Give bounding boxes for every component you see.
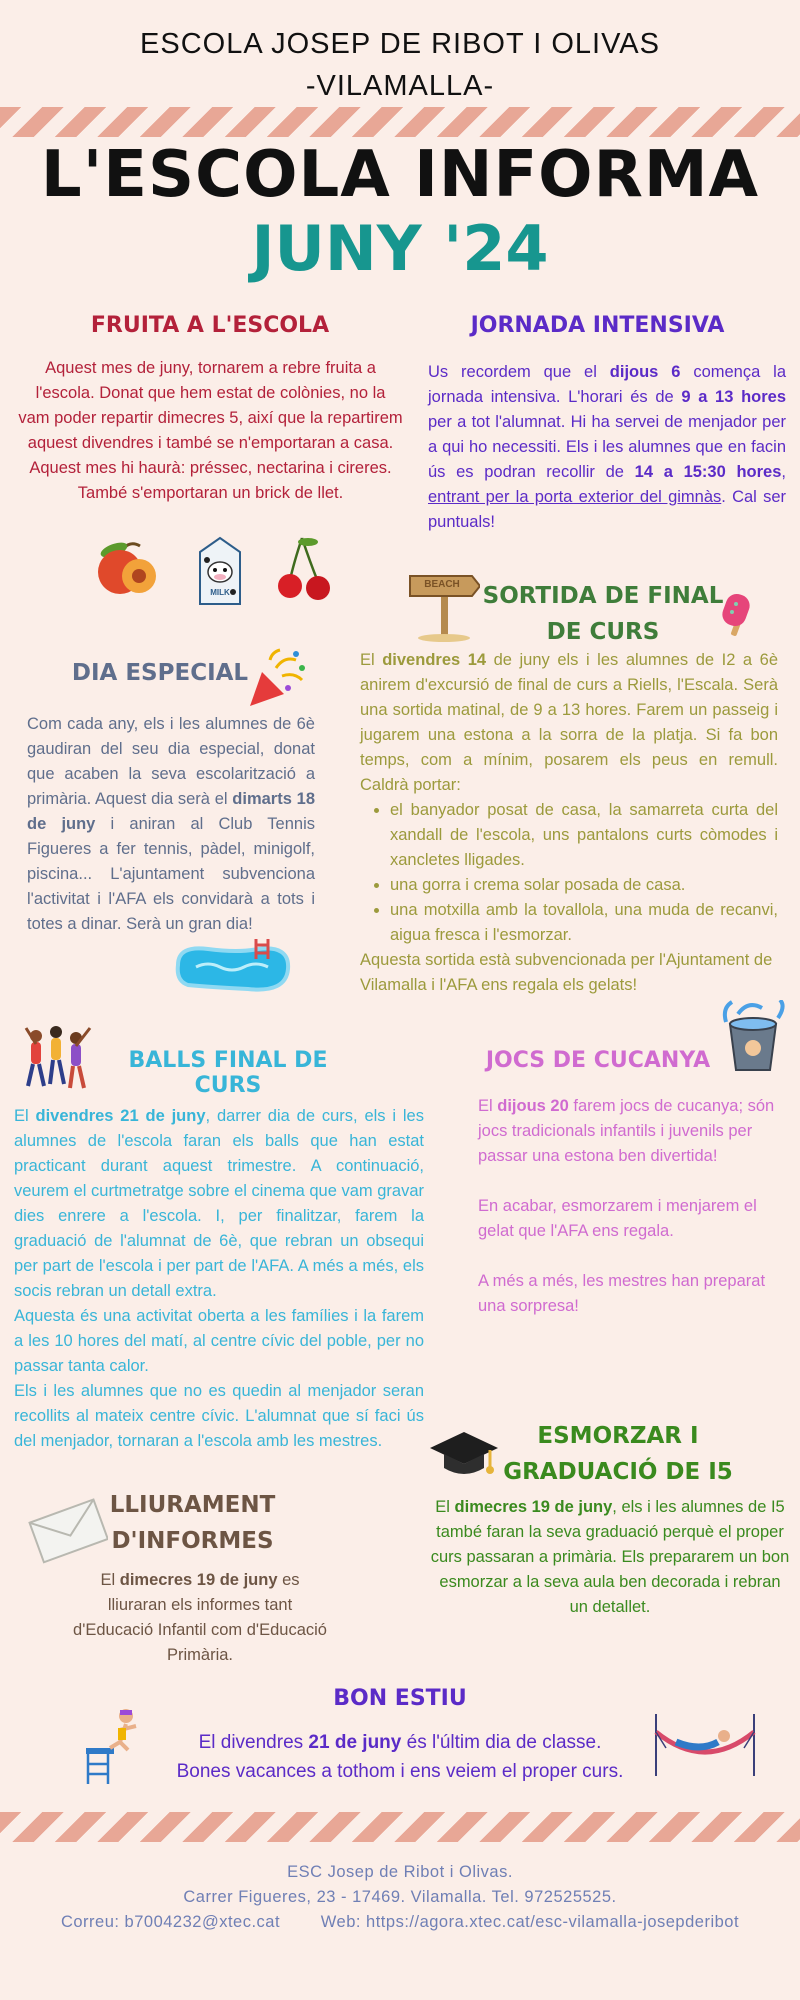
footer-contact <box>0 1910 800 1935</box>
balls-text: El divendres 21 de juny, darrer dia de curs, els i les alumnes de l'escola faran els balls que han estat practicant durant aquest trimestre. A continuació, veurem el curtmetratge sobre el cinema que vam gravar dies enrere a l'escola. I, per finalitzar, farem la graduació de l'alumnat de 6è, que rebran un obsequi per part de l'escola i per part de l'AFA. A més a més, els socis rebran un detall extra. Aquesta és una activitat oberta a les famílies i la farem a les 10 hores del matí, al centre cívic del poble, per no passar tanta calor. Els i les alumnes que no es quedin al menjador seran recollits al mateix centre cívic. L'alumnat que sí faci ús del menjador, tornaran a l'escola amb les mestres. <box>14 1107 424 1450</box>
footer-address: Carrer Figueres, 23 - 17469. Vilamalla. Tel. 972525525. <box>183 1888 617 1906</box>
estiu-text: El divendres 21 de juny és l'últim dia de classe. Bones vacances a tothom i ens veiem el proper curs. <box>176 1732 624 1782</box>
cherries-icon <box>276 534 332 602</box>
dia-heading: DIA ESPECIAL <box>71 660 249 686</box>
bottom-stripe-divider <box>0 1812 800 1842</box>
jornada-heading: JORNADA INTENSIVA <box>470 313 725 338</box>
balls-heading: BALLS FINAL DE CURS <box>128 1048 328 1098</box>
lliurament-text: El dimecres 19 de juny es lliuraran els informes tant d'Educació Infantil com d'Educació Primària. <box>73 1571 327 1664</box>
hammock-icon <box>652 1712 758 1778</box>
school-name: ESCOLA JOSEP DE RIBOT I OLIVAS <box>140 28 660 60</box>
water-bucket-icon <box>718 1000 788 1076</box>
footer-web-link[interactable]: Web: https://agora.xtec.cat/esc-vilamalla-josepderibot <box>320 1913 740 1931</box>
dia-text: Com cada any, els i les alumnes de 6è gaudiran del seu dia especial, donat que acaben la seva escolarització a primària. Aquest dia serà el dimarts 18 de juny i aniran al Club Tennis Figueres a fer tennis, pàdel, minigolf, piscina... L'ajuntament subvenciona l'activitat i l'AFA els convidarà a tots i totes a dinar. Serà un gran dia! <box>27 715 315 933</box>
milk-carton-icon <box>195 534 245 606</box>
jornada-text: Us recordem que el dijous 6 comença la jornada intensiva. L'horari és de 9 a 13 hores per a tot l'alumnat. Hi ha servei de menjador per a qui ho necessiti. Els i les alumnes que en facin ús es podran recollir de 14 a 15:30 hores, entrant per la porta exterior del gimnàs. Cal ser puntuals! <box>428 363 787 531</box>
jocs-heading: JOCS DE CUCANYA <box>485 1048 711 1073</box>
sortida-item: • una gorra i crema solar posada de casa. <box>390 873 778 898</box>
jocs-text: El dijous 20 farem jocs de cucanya; són jocs tradicionals infantils i juvenils per passar una estona ben divertida! En acabar, esmorzarem i menjarem el gelat que l'AFA ens regala. A més a més, les mestres han preparat una sorpresa! <box>478 1097 775 1315</box>
peach-icon <box>92 540 158 596</box>
dancers-icon <box>22 1020 94 1092</box>
sortida-item: • una motxilla amb la tovallola, una muda de recanvi, aigua fresca i l'esmorzar. <box>390 898 778 948</box>
sortida-heading: SORTIDA DE FINAL DE CURS <box>482 583 724 645</box>
estiu-heading: BON ESTIU <box>333 1686 467 1711</box>
party-popper-icon <box>246 648 308 710</box>
footer-email: Correu: b7004232@xtec.cat <box>60 1913 281 1931</box>
esmorzar-heading: ESMORZAR I GRADUACIÓ DE I5 <box>503 1423 733 1485</box>
popsicle-icon <box>716 590 756 638</box>
envelope-icon <box>28 1494 108 1564</box>
beach-sign-label: BEACH <box>424 579 460 590</box>
newsletter-title: L'ESCOLA INFORMA <box>40 138 760 212</box>
fruita-heading: FRUITA A L'ESCOLA <box>90 313 330 338</box>
lliurament-heading: LLIURAMENT D'INFORMES <box>109 1492 276 1554</box>
esmorzar-text: El dimecres 19 de juny, els i les alumnes de I5 també faran la seva graduació perquè el proper curs passaran a primària. Els prepararem un bon esmorzar a la seva aula ben decorada i rebran un detallet. <box>430 1498 790 1616</box>
newsletter-month: JUNY '24 <box>251 212 549 285</box>
sortida-text: El divendres 14 de juny els i les alumnes de I2 a 6è anirem d'excursió de final de curs a Riells, l'Escala. Serà una sortida matinal, de 9 a 13 hores. Farem un passeig i jugarem una estona a la sorra de la platja. Si fa bon temps, com a mínim, posarem els peus en remull. Caldrà portar: • el banyador posat de casa, la samarreta curta del xandall de l'escola, uns pantalons curts còmodes i xancletes lligades. • una gorra i crema solar posada de casa. • una motxilla amb la tovallola, una muda de recanvi, aigua fresca i l'esmorzar. Aquesta sortida està subvencionada per l'Ajuntament de Vilamalla i l'AFA ens regala els gelats! <box>360 648 778 998</box>
gym-door-note: entrant per la porta exterior del gimnàs <box>428 488 722 506</box>
footer-school: ESC Josep de Ribot i Olivas. <box>287 1863 513 1881</box>
fruita-text: Aquest mes de juny, tornarem a rebre fruita a l'escola. Donat que hem estat de colònies, no la vam poder repartir dimecres 5, així que la repartirem aquest divendres i també se n'emportaran a casa. Aquest mes hi haurà: préssec, nectarina i cireres. També s'emportaran un brick de llet. <box>18 359 403 502</box>
milk-label: MILK <box>210 588 230 597</box>
school-town: -VILAMALLA- <box>305 70 495 102</box>
top-stripe-divider <box>0 107 800 137</box>
sortida-item: • el banyador posat de casa, la samarreta curta del xandall de l'escola, uns pantalons curts còmodes i xancletes lligades. <box>390 798 778 873</box>
pool-icon <box>168 935 298 997</box>
